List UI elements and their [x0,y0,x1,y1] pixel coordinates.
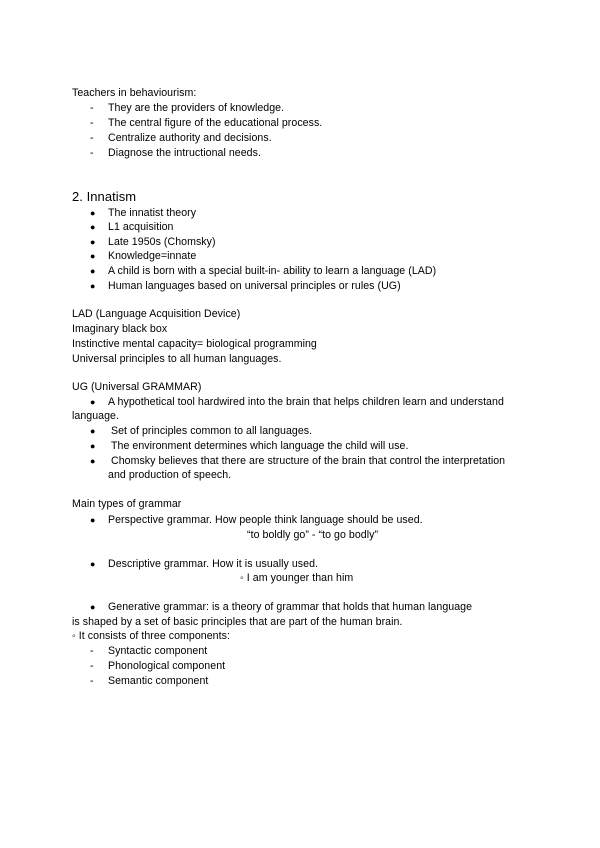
list-item: Descriptive grammar. How it is usually used. [108,558,319,570]
list-item-continuation: language. [72,410,119,422]
list-item: Phonological component [108,660,226,672]
example-text: ◦ I am younger than him [240,572,354,584]
bullet-icon: ● [90,456,96,466]
list-item: Set of principles common to all languages. [111,425,313,437]
list-item: Semantic component [108,675,209,687]
dash-bullet: - [90,660,94,672]
list-item: Diagnose the intructional needs. [108,147,261,159]
bullet-icon: ● [90,515,96,525]
list-item: The environment determines which language the child will use. [111,440,409,452]
list-item: L1 acquisition [108,221,174,233]
list-item: The central figure of the educational process. [108,117,323,129]
components-intro: ◦ It consists of three components: [72,630,230,642]
dash-bullet: - [90,117,94,129]
list-item: Chomsky believes that there are structure of the brain that control the interpretation [111,455,506,467]
bullet-icon: ● [90,251,96,261]
dash-bullet: - [90,102,94,114]
list-item-continuation: is shaped by a set of basic principles that are part of the human brain. [72,616,403,628]
bullet-icon: ● [90,559,96,569]
lad-line: Universal principles to all human languages. [72,353,282,365]
bullet-icon: ● [90,426,96,436]
example-text: “to boldly go” - “to go bodly” [247,529,379,541]
list-item: A hypothetical tool hardwired into the brain that helps children learn and understand [108,396,504,408]
dash-bullet: - [90,147,94,159]
lad-heading: LAD (Language Acquisition Device) [72,308,241,320]
bullet-icon: ● [90,237,96,247]
list-item: Centralize authority and decisions. [108,132,272,144]
bullet-icon: ● [90,208,96,218]
bullet-icon: ● [90,441,96,451]
bullet-icon: ● [90,397,96,407]
behaviourism-heading: Teachers in behaviourism: [72,87,197,99]
list-item: Generative grammar: is a theory of grammar that holds that human language [108,601,473,613]
list-item: Perspective grammar. How people think language should be used. [108,514,423,526]
dash-bullet: - [90,675,94,687]
bullet-icon: ● [90,222,96,232]
dash-bullet: - [90,132,94,144]
list-item: The innatist theory [108,207,197,219]
bullet-icon: ● [90,602,96,612]
bullet-icon: ● [90,281,96,291]
bullet-icon: ● [90,266,96,276]
list-item: Knowledge=innate [108,250,197,262]
innatism-heading: 2. Innatism [72,189,137,204]
grammar-heading: Main types of grammar [72,498,182,510]
lad-line: Instinctive mental capacity= biological programming [72,338,317,350]
list-item: Late 1950s (Chomsky) [108,236,216,248]
list-item: A child is born with a special built-in- ability to learn a language (LAD) [108,265,437,277]
list-item: They are the providers of knowledge. [108,102,285,114]
list-item: Syntactic component [108,645,208,657]
list-item-continuation: and production of speech. [108,469,232,481]
list-item: Human languages based on universal principles or rules (UG) [108,280,401,292]
ug-heading: UG (Universal GRAMMAR) [72,381,202,393]
lad-line: Imaginary black box [72,323,168,335]
dash-bullet: - [90,645,94,657]
